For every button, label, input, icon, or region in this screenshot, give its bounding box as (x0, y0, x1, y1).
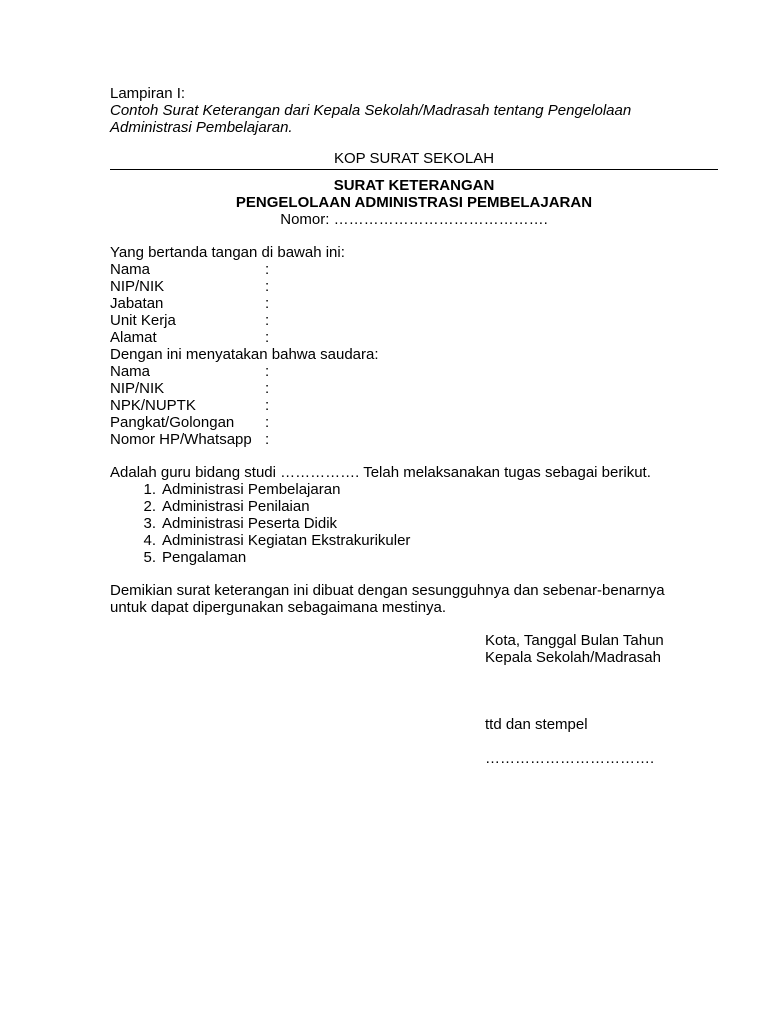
field-colon: : (265, 431, 270, 448)
statement-text: Adalah guru bidang studi ……………. Telah melaksanakan tugas sebagai berikut. (110, 464, 651, 481)
subject-field-row (110, 431, 718, 448)
list-item-label: Pengalaman (162, 549, 247, 566)
field-colon: : (265, 363, 270, 380)
letterhead-divider (110, 169, 718, 170)
list-item-label: Administrasi Penilaian (162, 498, 310, 515)
letter-number: Nomor: ……………………………………. (280, 211, 548, 228)
signature-block (485, 632, 718, 767)
signer-field-label: Nama (110, 261, 151, 278)
letter-title: SURAT KETERANGAN (333, 177, 495, 194)
subject-field-row (110, 414, 718, 431)
closing-line-2: untuk dapat dipergunakan sebagaimana mestinya. (110, 599, 447, 616)
field-colon: : (265, 312, 270, 329)
signer-field-row (110, 329, 718, 346)
list-item-number: 4. (143, 532, 156, 549)
field-colon: : (265, 329, 270, 346)
list-item-number: 3. (143, 515, 156, 532)
spacer (110, 228, 718, 244)
list-item (110, 481, 718, 498)
list-item-label: Administrasi Pembelajaran (162, 481, 341, 498)
signer-field-label: Unit Kerja (110, 312, 176, 329)
signer-intro: Yang bertanda tangan di bawah ini: (110, 244, 345, 261)
signature-position: Kepala Sekolah/Madrasah (485, 649, 661, 666)
subject-field-label: NPK/NUPTK (110, 397, 196, 414)
list-item-number: 5. (143, 549, 156, 566)
attachment-label: Lampiran I: (110, 85, 186, 102)
subject-field-row (110, 363, 718, 380)
attachment-description-line-1: Contoh Surat Keterangan dari Kepala Sekolah/Madrasah tentang Pengelolaan (110, 102, 632, 119)
document-page (110, 85, 718, 767)
signature-name-line: ……………………………. (485, 750, 655, 767)
letter-subtitle: PENGELOLAAN ADMINISTRASI PEMBELAJARAN (235, 194, 593, 211)
spacer (485, 733, 718, 750)
list-item-number: 2. (143, 498, 156, 515)
signer-field-label: Jabatan (110, 295, 164, 312)
signer-field-row (110, 278, 718, 295)
attachment-description-line-2: Administrasi Pembelajaran. (110, 119, 293, 136)
spacer (485, 666, 718, 716)
signature-place-date: Kota, Tanggal Bulan Tahun (485, 632, 664, 649)
list-item (110, 532, 718, 549)
list-item-label: Administrasi Kegiatan Ekstrakurikuler (162, 532, 411, 549)
signer-section (110, 244, 718, 346)
subject-field-row (110, 380, 718, 397)
field-colon: : (265, 295, 270, 312)
field-colon: : (265, 278, 270, 295)
signer-field-row (110, 261, 718, 278)
list-item (110, 549, 718, 566)
subject-field-label: Nomor HP/Whatsapp (110, 431, 252, 448)
signature-stamp-note: ttd dan stempel (485, 716, 588, 733)
list-item-number: 1. (143, 481, 156, 498)
signer-field-row (110, 295, 718, 312)
spacer (110, 448, 718, 464)
field-colon: : (265, 261, 270, 278)
field-colon: : (265, 380, 270, 397)
signer-field-label: NIP/NIK (110, 278, 165, 295)
subject-field-row (110, 397, 718, 414)
list-item (110, 498, 718, 515)
spacer (110, 566, 718, 582)
signer-field-label: Alamat (110, 329, 157, 346)
signer-field-row (110, 312, 718, 329)
subject-intro: Dengan ini menyatakan bahwa saudara: (110, 346, 379, 363)
field-colon: : (265, 414, 270, 431)
list-item (110, 515, 718, 532)
letterhead-placeholder: KOP SURAT SEKOLAH (333, 150, 495, 167)
field-colon: : (265, 397, 270, 414)
closing-line-1: Demikian surat keterangan ini dibuat dengan sesungguhnya dan sebenar-benarnya (110, 582, 665, 599)
letter-title-block (110, 177, 718, 228)
list-item-label: Administrasi Peserta Didik (162, 515, 338, 532)
subject-section (110, 346, 718, 448)
spacer (110, 616, 718, 632)
subject-field-label: Nama (110, 363, 151, 380)
task-list (110, 481, 718, 566)
subject-field-label: Pangkat/Golongan (110, 414, 235, 431)
subject-field-label: NIP/NIK (110, 380, 165, 397)
